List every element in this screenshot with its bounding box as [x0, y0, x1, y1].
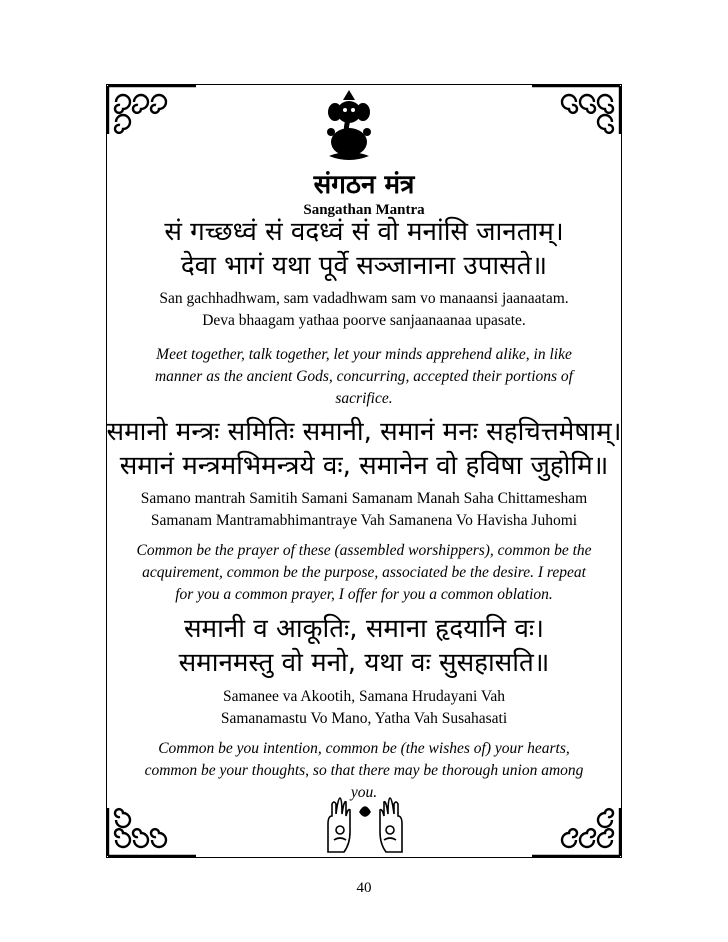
ganesha-icon — [321, 88, 377, 164]
verse-line: Common be the prayer of these (assembled worshippers), common be the — [136, 542, 592, 559]
verse-line: Samanamastu Vo Mano, Yatha Vah Susahasati — [220, 710, 508, 727]
verse-1-transliteration — [0, 288, 728, 332]
verse-line: Samanam Mantramabhimantraye Vah Samanena Vo Havisha Juhomi — [150, 512, 578, 529]
verse-line: acquirement, common be the purpose, associated be the desire. I repeat — [142, 564, 586, 581]
verse-2-translation — [0, 540, 728, 606]
verse-line: Meet together, talk together, let your minds apprehend alike, in like — [156, 346, 572, 363]
verse-line: समानमस्तु वो मनो, यथा वः सुसहासति॥ — [178, 648, 550, 678]
verse-line: San gachhadhwam, sam vadadhwam sam vo manaansi jaanaatam. — [159, 290, 569, 307]
page-title-english: Sangathan Mantra — [303, 202, 425, 218]
scroll-ornament-icon — [104, 804, 200, 860]
verse-1-hindi — [0, 215, 728, 283]
verse-line: you. — [350, 784, 378, 801]
verse-2-transliteration — [0, 488, 728, 532]
verse-3-hindi — [0, 612, 728, 680]
scroll-ornament-icon — [528, 82, 624, 138]
verse-line: समानी व आकूतिः, समाना हृदयानि वः। — [183, 614, 545, 644]
verse-1-translation — [0, 344, 728, 410]
page-title-hindi: संगठन मंत्र — [313, 170, 415, 200]
page-number: 40 — [356, 880, 372, 896]
verse-line: देवा भागं यथा पूर्वे सञ्जानाना उपासते॥ — [180, 251, 548, 281]
verse-3-transliteration — [0, 686, 728, 730]
verse-line: समानं मन्त्रमभिमन्त्रये वः, समानेन वो हविषा जुहोमि॥ — [119, 451, 609, 481]
scroll-ornament-icon — [528, 804, 624, 860]
verse-line: Common be you intention, common be (the wishes of) your hearts, — [158, 740, 570, 757]
verse-line: sacrifice. — [335, 390, 393, 407]
verse-line: common be your thoughts, so that there may be thorough union among — [144, 762, 584, 779]
scroll-ornament-icon — [104, 82, 200, 138]
verse-line: for you a common prayer, I offer for you a common oblation. — [175, 586, 553, 603]
verse-line: सं गच्छध्वं सं वदध्वं सं वो मनांसि जानताम्। — [164, 217, 564, 247]
verse-line: manner as the ancient Gods, concurring, accepted their portions of — [154, 368, 573, 385]
verse-line: Samanee va Akootih, Samana Hrudayani Vah — [222, 688, 506, 705]
verse-2-hindi — [0, 415, 728, 483]
hands-icon — [320, 794, 410, 856]
verse-line: Samano mantrah Samitih Samani Samanam Manah Saha Chittamesham — [140, 490, 588, 507]
verse-line: Deva bhaagam yathaa poorve sanjaanaanaa upasate. — [202, 312, 526, 329]
verse-line: समानो मन्त्रः समितिः समानी, समानं मनः सहचित्तमेषाम्। — [106, 417, 622, 447]
